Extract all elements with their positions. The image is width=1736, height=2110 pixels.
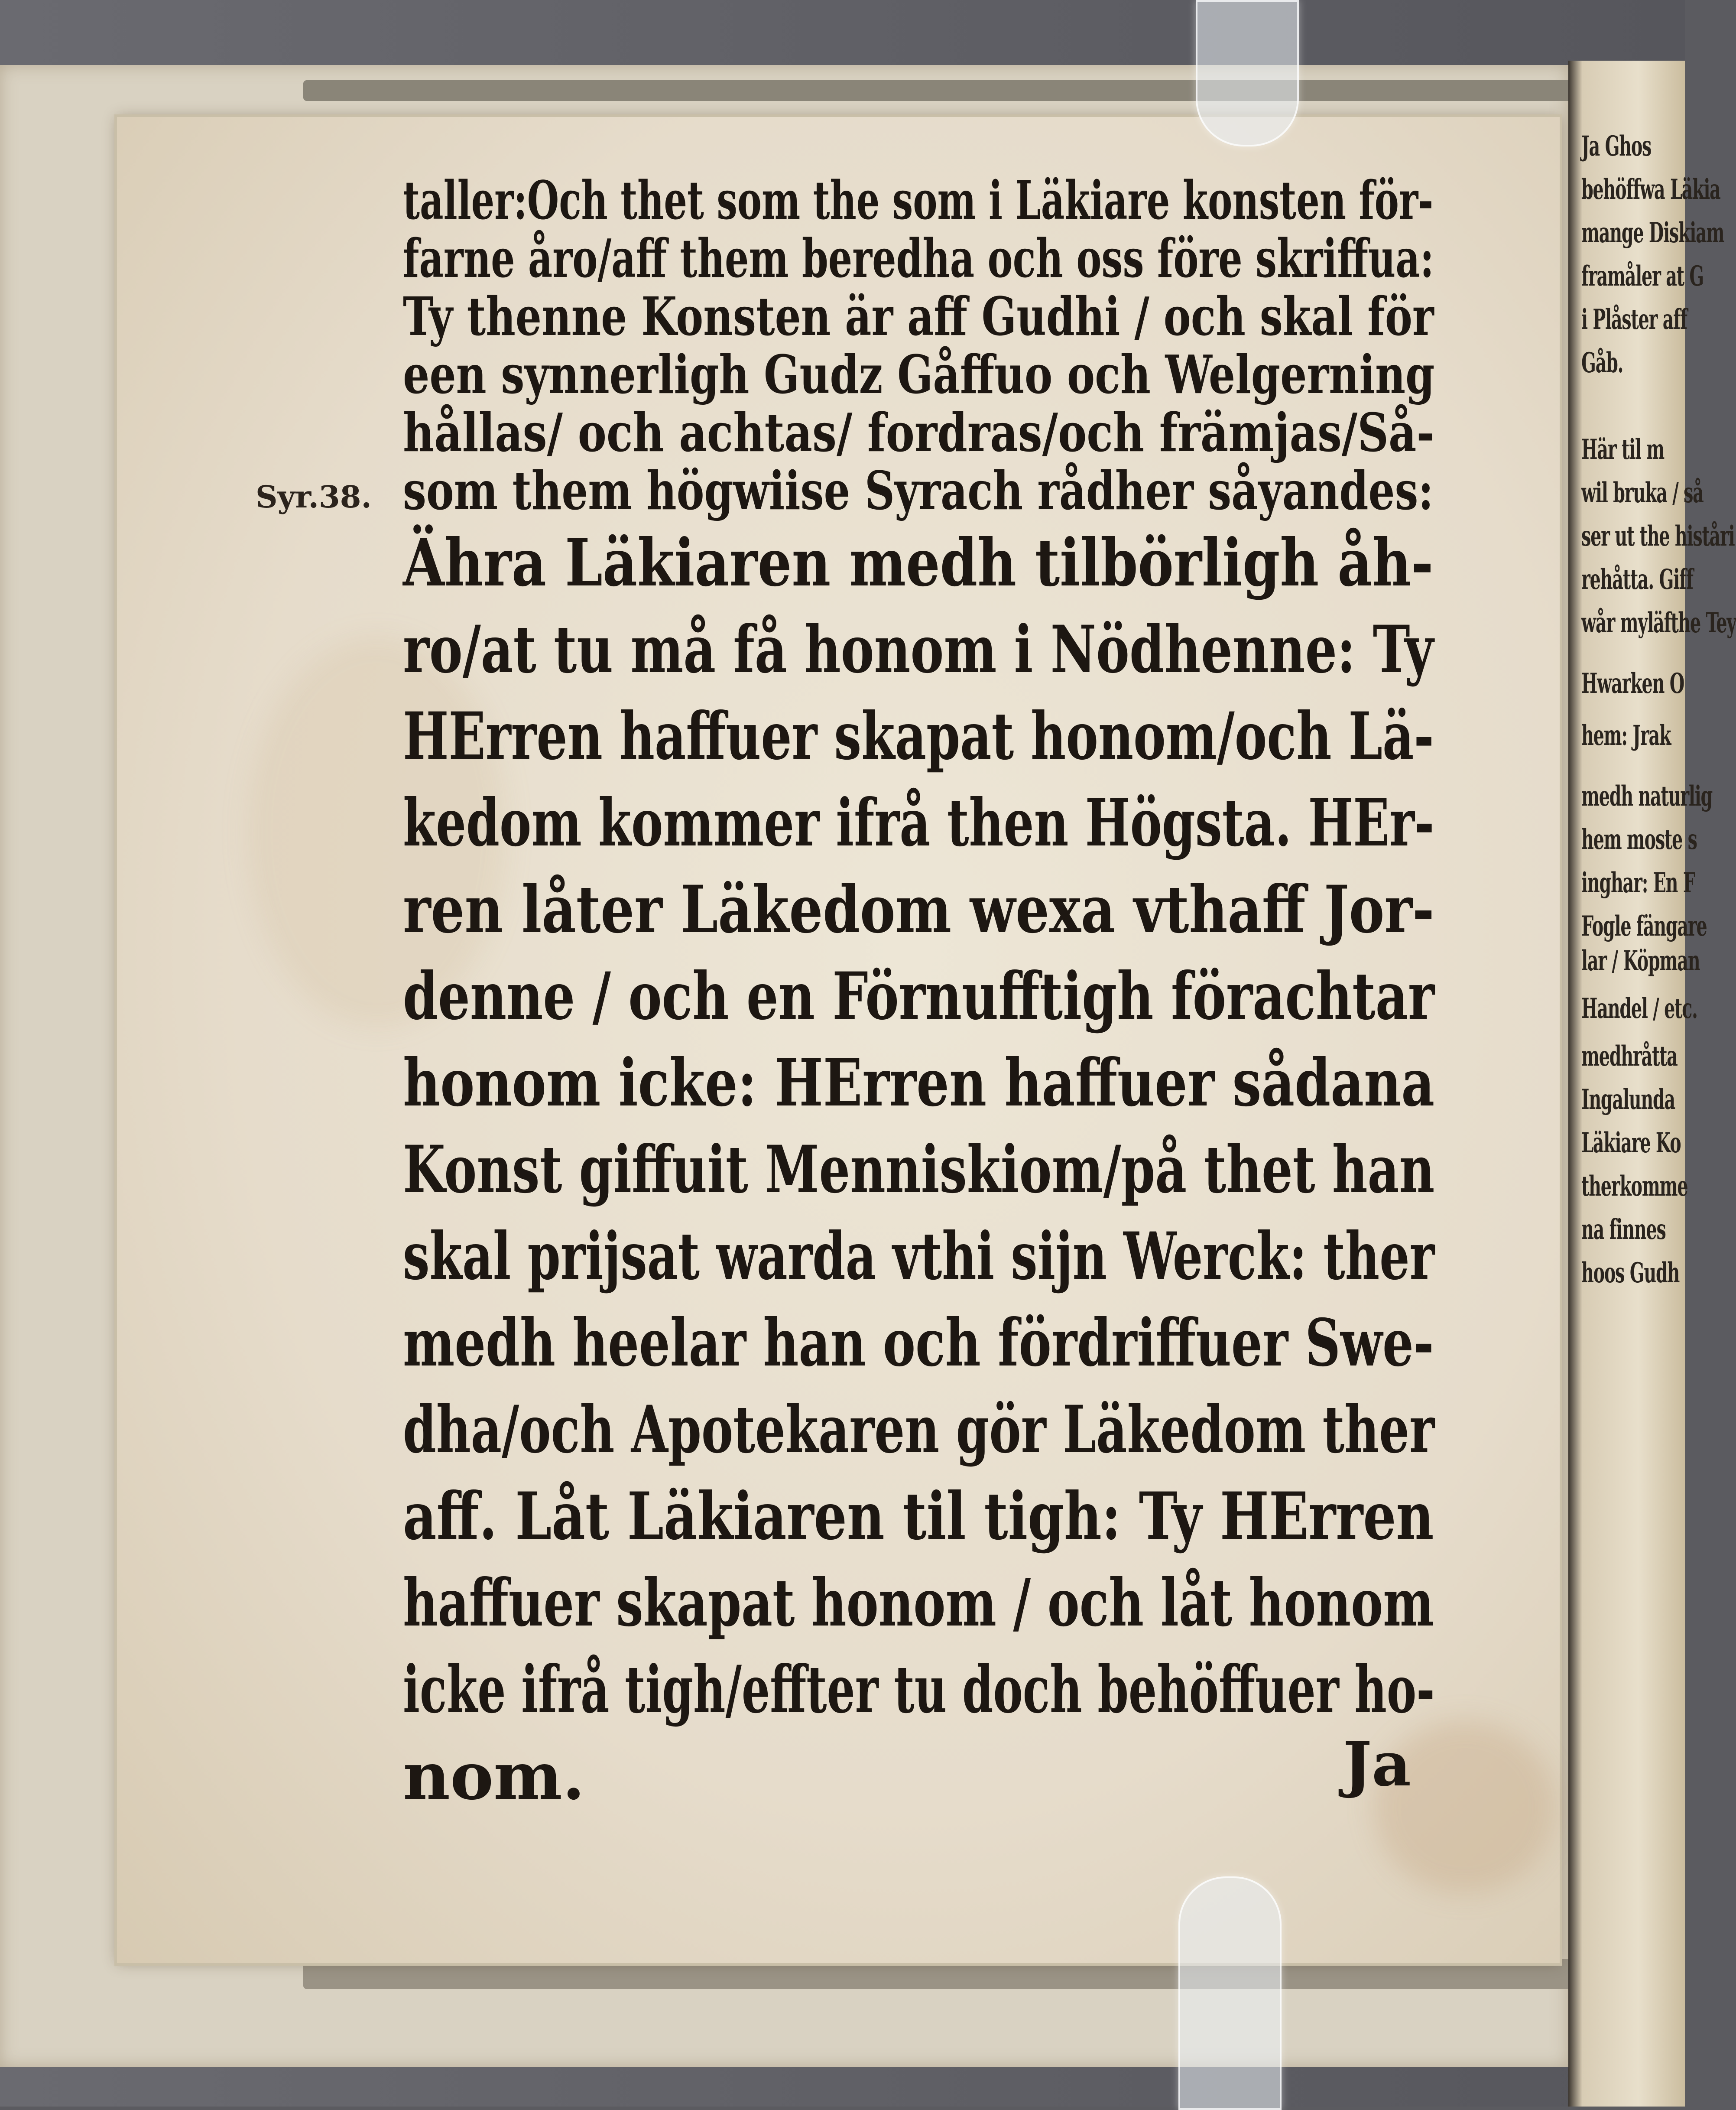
quote-line: Konst giffuit Menniskiom/på thet han <box>403 1131 1435 1208</box>
quote-line: nom. <box>403 1738 585 1814</box>
adjacent-page-line: hoos Gudh <box>1581 1257 1680 1289</box>
adjacent-page-line: wår myläfthe Tey <box>1581 607 1736 639</box>
binding-strip-bottom <box>303 1959 1603 1989</box>
adjacent-page-line: medh naturlig <box>1581 780 1713 813</box>
quote-line: haffuer skapat honom / och låt honom <box>403 1565 1434 1641</box>
adjacent-page-line: lar / Köpman <box>1581 945 1700 977</box>
adjacent-page-line: Ingalunda <box>1581 1083 1675 1116</box>
quote-line: ren låter Läkedom wexa vthaff Jor- <box>403 871 1434 948</box>
adjacent-page-line: framåler at G <box>1581 260 1704 293</box>
quote-line: honom icke: HErren haffuer sådana <box>403 1045 1435 1121</box>
text-line: som them högwiise Syrach rådher såyandes: <box>403 459 1434 522</box>
page-clip-bottom <box>1178 1876 1282 2110</box>
adjacent-page-line: Här til m <box>1581 433 1665 466</box>
quote-line: ro/at tu må få honom i Nödhenne: Ty <box>403 611 1434 688</box>
adjacent-page-line: wil bruka / så <box>1581 477 1704 509</box>
margin-reference: Syr.38. <box>256 479 372 515</box>
adjacent-page-line: hem: Jrak <box>1581 719 1671 752</box>
quote-line: HErren haffuer skapat honom/och Lä- <box>403 698 1434 774</box>
adjacent-page-line: na finnes <box>1581 1213 1666 1246</box>
text-line: een synnerligh Gudz Gåffuo och Welgerning <box>403 343 1435 406</box>
adjacent-page-line: medhråtta <box>1581 1040 1678 1073</box>
catchword: Ja <box>1343 1729 1411 1800</box>
quote-line: kedom kommer ifrå then Högsta. HEr- <box>403 785 1434 861</box>
adjacent-page-line: Ja Ghos <box>1581 130 1652 163</box>
quote-line: icke ifrå tigh/effter tu doch behöffuer ho- <box>403 1652 1435 1728</box>
adjacent-page-line: therkomme <box>1581 1170 1688 1203</box>
adjacent-page-line: i Plåster aff <box>1581 303 1687 336</box>
quote-line: Ähra Läkiaren medh tilbörligh åh- <box>403 525 1434 601</box>
adjacent-page-line: Läkiare Ko <box>1581 1127 1681 1159</box>
quote-line: denne / och en Förnufftigh förachtar <box>403 958 1434 1034</box>
text-line: Ty thenne Konsten är aff Gudhi / och skal för <box>403 285 1434 348</box>
adjacent-page-edge <box>1568 61 1736 2107</box>
adjacent-page-line: ser ut the histåri <box>1581 520 1735 553</box>
adjacent-page-line: Hwarken O <box>1581 667 1684 700</box>
adjacent-page-line: rehåtta. Giff <box>1581 563 1693 596</box>
text-line: farne åro/aff them beredha och oss före skriffua: <box>403 227 1434 289</box>
adjacent-page-line: behöffwa Läkia <box>1581 173 1720 206</box>
quote-line: skal prijsat warda vthi sijn Werck: ther <box>403 1218 1435 1294</box>
page-clip-top <box>1196 0 1299 146</box>
text-line: taller:Och thet som the som i Läkiare konsten för- <box>403 169 1434 231</box>
binding-strip-top <box>303 80 1603 101</box>
text-line: hållas/ och achtas/ fordras/och främjas/Så- <box>403 401 1434 464</box>
adjacent-page-line: inghar: En F <box>1581 867 1695 899</box>
adjacent-page-line: mange Diskiam <box>1581 217 1724 249</box>
quote-line: medh heelar han och fördriffuer Swe- <box>403 1305 1434 1381</box>
quote-line: dha/och Apotekaren gör Läkedom ther <box>403 1391 1435 1468</box>
adjacent-page-line: Gåb. <box>1581 347 1623 379</box>
quote-line: aff. Låt Läkiaren til tigh: Ty HErren <box>403 1478 1434 1554</box>
main-text-block <box>403 171 1443 1820</box>
adjacent-page-line: hem moste s <box>1581 823 1697 856</box>
adjacent-page-line: Handel / etc. <box>1581 992 1697 1025</box>
adjacent-page-line: Fogle fängare <box>1581 910 1707 943</box>
